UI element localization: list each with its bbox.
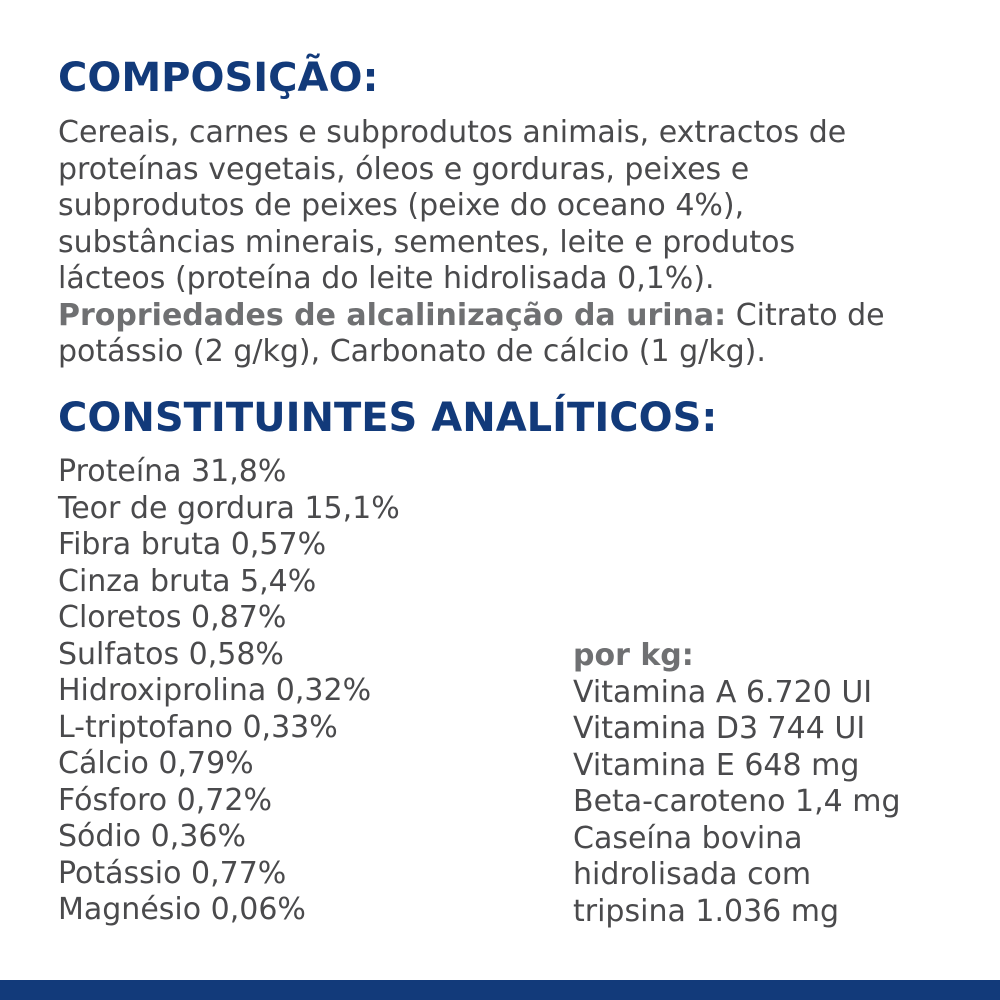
analytical-item: L-triptofano 0,33% bbox=[58, 709, 338, 745]
analytical-item: Sulfatos 0,58% bbox=[58, 636, 284, 672]
per-kg-item: tripsina 1.036 mg bbox=[573, 893, 840, 929]
per-kg-item: Beta-caroteno 1,4 mg bbox=[573, 784, 901, 819]
composition-line: substâncias minerais, sementes, leite e produtos bbox=[58, 224, 796, 260]
analytical-item: Teor de gordura 15,1% bbox=[58, 490, 400, 526]
per-kg-item: Vitamina A 6.720 UI bbox=[573, 674, 873, 710]
analytical-item: Fósforo 0,72% bbox=[58, 782, 272, 818]
composition-line: lácteos (proteína do leite hidrolisada 0,1%). bbox=[58, 261, 715, 296]
analytical-item: Proteína 31,8% bbox=[58, 454, 287, 489]
analytical-item: Potássio 0,77% bbox=[58, 855, 287, 891]
analytical-item: Magnésio 0,06% bbox=[58, 892, 306, 927]
per-kg-item: hidrolisada com bbox=[573, 857, 812, 892]
per-kg-label: por kg: bbox=[573, 638, 694, 673]
analytical-list bbox=[58, 454, 400, 929]
analytical-heading: CONSTITUINTES ANALÍTICOS: bbox=[58, 395, 718, 441]
analytical-item: Sódio 0,36% bbox=[58, 819, 246, 854]
footer-bar bbox=[0, 980, 1000, 1000]
urine-properties-text: Citrato de bbox=[726, 297, 885, 333]
analytical-item: Cinza bruta 5,4% bbox=[58, 563, 317, 599]
urine-properties-line: potássio (2 g/kg), Carbonato de cálcio (1 g/kg). bbox=[58, 334, 766, 369]
composition-heading: COMPOSIÇÃO: bbox=[58, 55, 379, 101]
analytical-item: Fibra bruta 0,57% bbox=[58, 527, 327, 562]
per-kg-item: Caseína bovina bbox=[573, 820, 803, 856]
composition-line: Cereais, carnes e subprodutos animais, extractos de bbox=[58, 115, 847, 150]
per-kg-list bbox=[573, 638, 901, 930]
analytical-item: Cloretos 0,87% bbox=[58, 600, 287, 635]
analytical-item: Cálcio 0,79% bbox=[58, 746, 254, 781]
analytical-item: Hidroxiprolina 0,32% bbox=[58, 673, 372, 708]
urine-properties-line bbox=[58, 298, 978, 335]
per-kg-item: Vitamina E 648 mg bbox=[573, 747, 860, 783]
per-kg-item: Vitamina D3 744 UI bbox=[573, 711, 866, 746]
composition-text bbox=[58, 115, 978, 371]
composition-line: proteínas vegetais, óleos e gorduras, peixes e bbox=[58, 151, 750, 187]
urine-properties-label: Propriedades de alcalinização da urina: bbox=[58, 297, 727, 333]
composition-line: subprodutos de peixes (peixe do oceano 4%), bbox=[58, 188, 745, 223]
